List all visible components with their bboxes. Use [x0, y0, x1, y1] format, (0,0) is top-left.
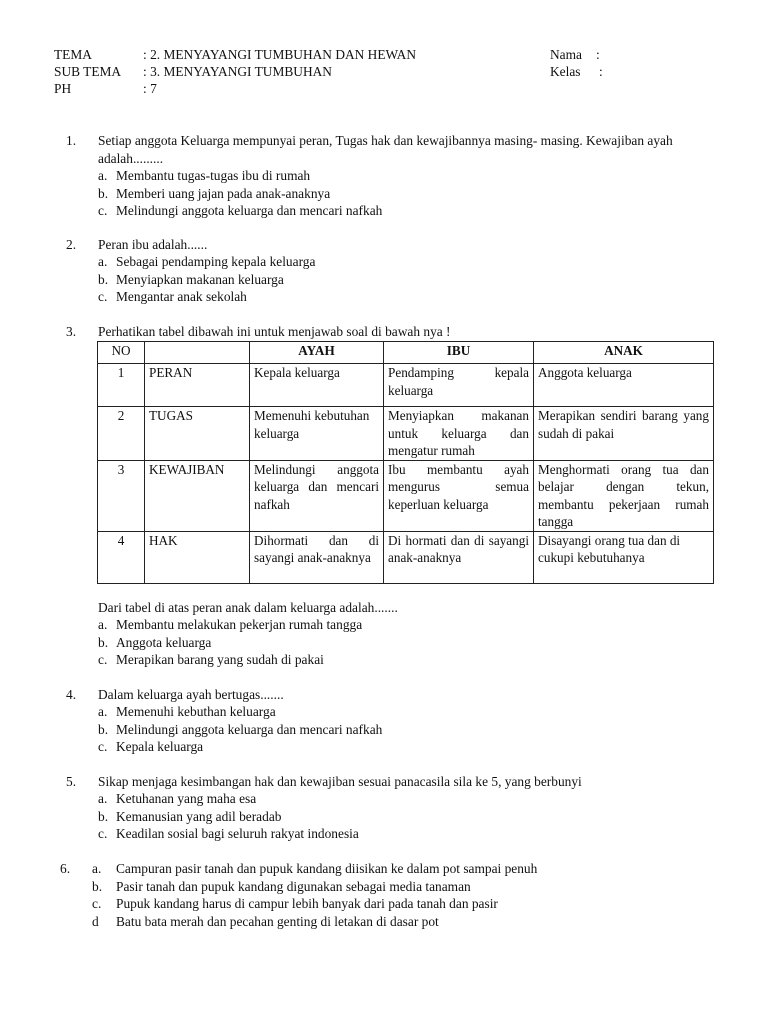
option-letter: c.: [98, 203, 108, 218]
table-cell: KEWAJIBAN: [145, 460, 250, 531]
subtema-value: : 3. MENYAYANGI TUMBUHAN: [143, 64, 332, 79]
table-cell: 2: [98, 407, 145, 461]
option-text: Batu bata merah dan pecahan genting di letakan di dasar pot: [116, 913, 439, 929]
table-cell: Merapikan sendiri barang yang sudah di pakai: [534, 407, 714, 461]
table-cell: Menghormati orang tua dan belajar dengan tekun, membantu pekerjaan rumah tangga: [534, 460, 714, 531]
option-a[interactable]: [98, 167, 382, 185]
table-row: [98, 407, 714, 461]
nama-colon: :: [596, 47, 600, 62]
option-text: Membantu tugas-tugas ibu di rumah: [116, 168, 311, 183]
question-number: 2.: [66, 237, 77, 252]
option-text: Pupuk kandang harus di campur lebih banyak dari pada tanah dan pasir: [116, 896, 498, 911]
subtema-label: SUB TEMA: [54, 64, 122, 79]
option-list: [98, 253, 315, 306]
table-row: [98, 364, 714, 407]
family-roles-table: [97, 341, 714, 584]
option-letter: b.: [98, 271, 109, 287]
question-text: Sikap menjaga kesimbangan hak dan kewajiban sesuai panacasila sila ke 5, yang berbunyi: [98, 774, 582, 789]
option-text: Mengantar anak sekolah: [116, 289, 247, 304]
table-cell: Melindungi anggota keluarga dan mencari nafkah: [250, 460, 384, 531]
option-list: [98, 703, 382, 756]
followup-text: Dari tabel di atas peran anak dalam keluarga adalah.......: [98, 600, 398, 615]
nama-label: Nama: [550, 47, 582, 62]
table-cell: 1: [98, 364, 145, 407]
option-letter: c.: [98, 289, 108, 304]
table-cell: 4: [98, 531, 145, 583]
table-cell: PERAN: [145, 364, 250, 407]
ph-value: : 7: [143, 81, 157, 96]
table-header: AYAH: [250, 342, 384, 364]
tema-label: TEMA: [54, 47, 92, 62]
option-text: Memenuhi kebuthan keluarga: [116, 704, 276, 719]
table-header: [145, 342, 250, 364]
option-c[interactable]: [98, 738, 382, 756]
option-b[interactable]: [92, 878, 471, 896]
table-cell: HAK: [145, 531, 250, 583]
option-letter: c.: [98, 739, 108, 754]
option-b[interactable]: [98, 271, 315, 289]
option-letter: c.: [92, 896, 102, 911]
question-number: 6.: [60, 861, 71, 876]
table-row: [98, 531, 714, 583]
question-text: Perhatikan tabel dibawah ini untuk menjawab soal di bawah nya !: [98, 324, 451, 339]
option-letter: a.: [98, 617, 108, 632]
table-header: IBU: [384, 342, 534, 364]
ph-label: PH: [54, 81, 72, 96]
table-cell: Dihormati dan di sayangi anak-anaknya: [250, 531, 384, 583]
option-a[interactable]: [98, 253, 315, 271]
option-c[interactable]: [98, 651, 362, 669]
table-cell: 3: [98, 460, 145, 531]
question-number: 4.: [66, 687, 77, 702]
table-cell: Pendamping kepala keluarga: [384, 364, 534, 407]
option-text: Melindungi anggota keluarga dan mencari nafkah: [116, 721, 383, 737]
question-number: 5.: [66, 774, 77, 789]
option-letter: a.: [92, 861, 102, 876]
option-text: Pasir tanah dan pupuk kandang digunakan sebagai media tanaman: [116, 878, 471, 894]
option-list: [98, 167, 382, 220]
option-text: Merapikan barang yang sudah di pakai: [116, 652, 324, 667]
option-d[interactable]: [92, 913, 439, 931]
kelas-label: Kelas: [550, 64, 581, 79]
table-cell: Disayangi orang tua dan di cukupi kebutuhanya: [534, 531, 714, 583]
option-text: Anggota keluarga: [116, 634, 212, 650]
table-cell: Kepala keluarga: [250, 364, 384, 407]
option-c[interactable]: [98, 288, 315, 306]
option-b[interactable]: [98, 721, 382, 739]
question-text: Peran ibu adalah......: [98, 237, 208, 252]
option-a[interactable]: [92, 860, 537, 878]
table-cell: Anggota keluarga: [534, 364, 714, 407]
option-text: Sebagai pendamping kepala keluarga: [116, 254, 316, 269]
kelas-colon: :: [599, 64, 603, 79]
option-c[interactable]: [98, 825, 359, 843]
table-cell: Memenuhi kebutuhan keluarga: [250, 407, 384, 461]
table-cell: TUGAS: [145, 407, 250, 461]
option-c[interactable]: [92, 895, 498, 913]
table-header: ANAK: [534, 342, 714, 364]
option-text: Campuran pasir tanah dan pupuk kandang diisikan ke dalam pot sampai penuh: [116, 861, 538, 876]
option-letter: b.: [98, 721, 109, 737]
option-list: [98, 616, 362, 669]
option-a[interactable]: [98, 616, 362, 634]
option-list: [98, 790, 359, 843]
table-cell: Menyiapkan makanan untuk keluarga dan mengatur rumah: [384, 407, 534, 461]
question-text: Setiap anggota Keluarga mempunyai peran, Tugas hak dan kewajibannya masing- masing. Kewajiban ayah adalah.........: [98, 133, 673, 166]
option-text: Melindungi anggota keluarga dan mencari nafkah: [116, 203, 383, 218]
option-letter: a.: [98, 704, 108, 719]
option-letter: b.: [92, 878, 103, 894]
table-row: [98, 460, 714, 531]
option-text: Keadilan sosial bagi seluruh rakyat indonesia: [116, 826, 359, 841]
option-b[interactable]: [98, 634, 362, 652]
question-number: 3.: [66, 324, 77, 339]
option-a[interactable]: [98, 703, 382, 721]
option-letter: a.: [98, 254, 108, 269]
option-letter: c.: [98, 826, 108, 841]
option-b[interactable]: [98, 808, 359, 826]
option-text: Ketuhanan yang maha esa: [116, 791, 257, 806]
question-text: Dalam keluarga ayah bertugas.......: [98, 687, 284, 702]
table-header-row: [98, 342, 714, 364]
option-text: Memberi uang jajan pada anak-anaknya: [116, 185, 331, 201]
option-letter: a.: [98, 791, 108, 806]
option-letter: d: [92, 913, 99, 929]
question-number: 1.: [66, 133, 77, 148]
tema-value: : 2. MENYAYANGI TUMBUHAN DAN HEWAN: [143, 47, 417, 62]
option-letter: c.: [98, 652, 108, 667]
option-letter: a.: [98, 168, 108, 183]
option-text: Kemanusian yang adil beradab: [116, 808, 282, 824]
table-cell: Ibu membantu ayah mengurus semua keperluan keluarga: [384, 460, 534, 531]
option-letter: b.: [98, 634, 109, 650]
option-b[interactable]: [98, 185, 382, 203]
option-text: Membantu melakukan pekerjan rumah tangga: [116, 617, 363, 632]
option-letter: b.: [98, 808, 109, 824]
option-letter: b.: [98, 185, 109, 201]
option-text: Kepala keluarga: [116, 739, 204, 754]
option-a[interactable]: [98, 790, 359, 808]
option-text: Menyiapkan makanan keluarga: [116, 271, 284, 287]
table-cell: Di hormati dan di sayangi anak-anaknya: [384, 531, 534, 583]
option-c[interactable]: [98, 202, 382, 220]
table-header: NO: [98, 342, 145, 364]
